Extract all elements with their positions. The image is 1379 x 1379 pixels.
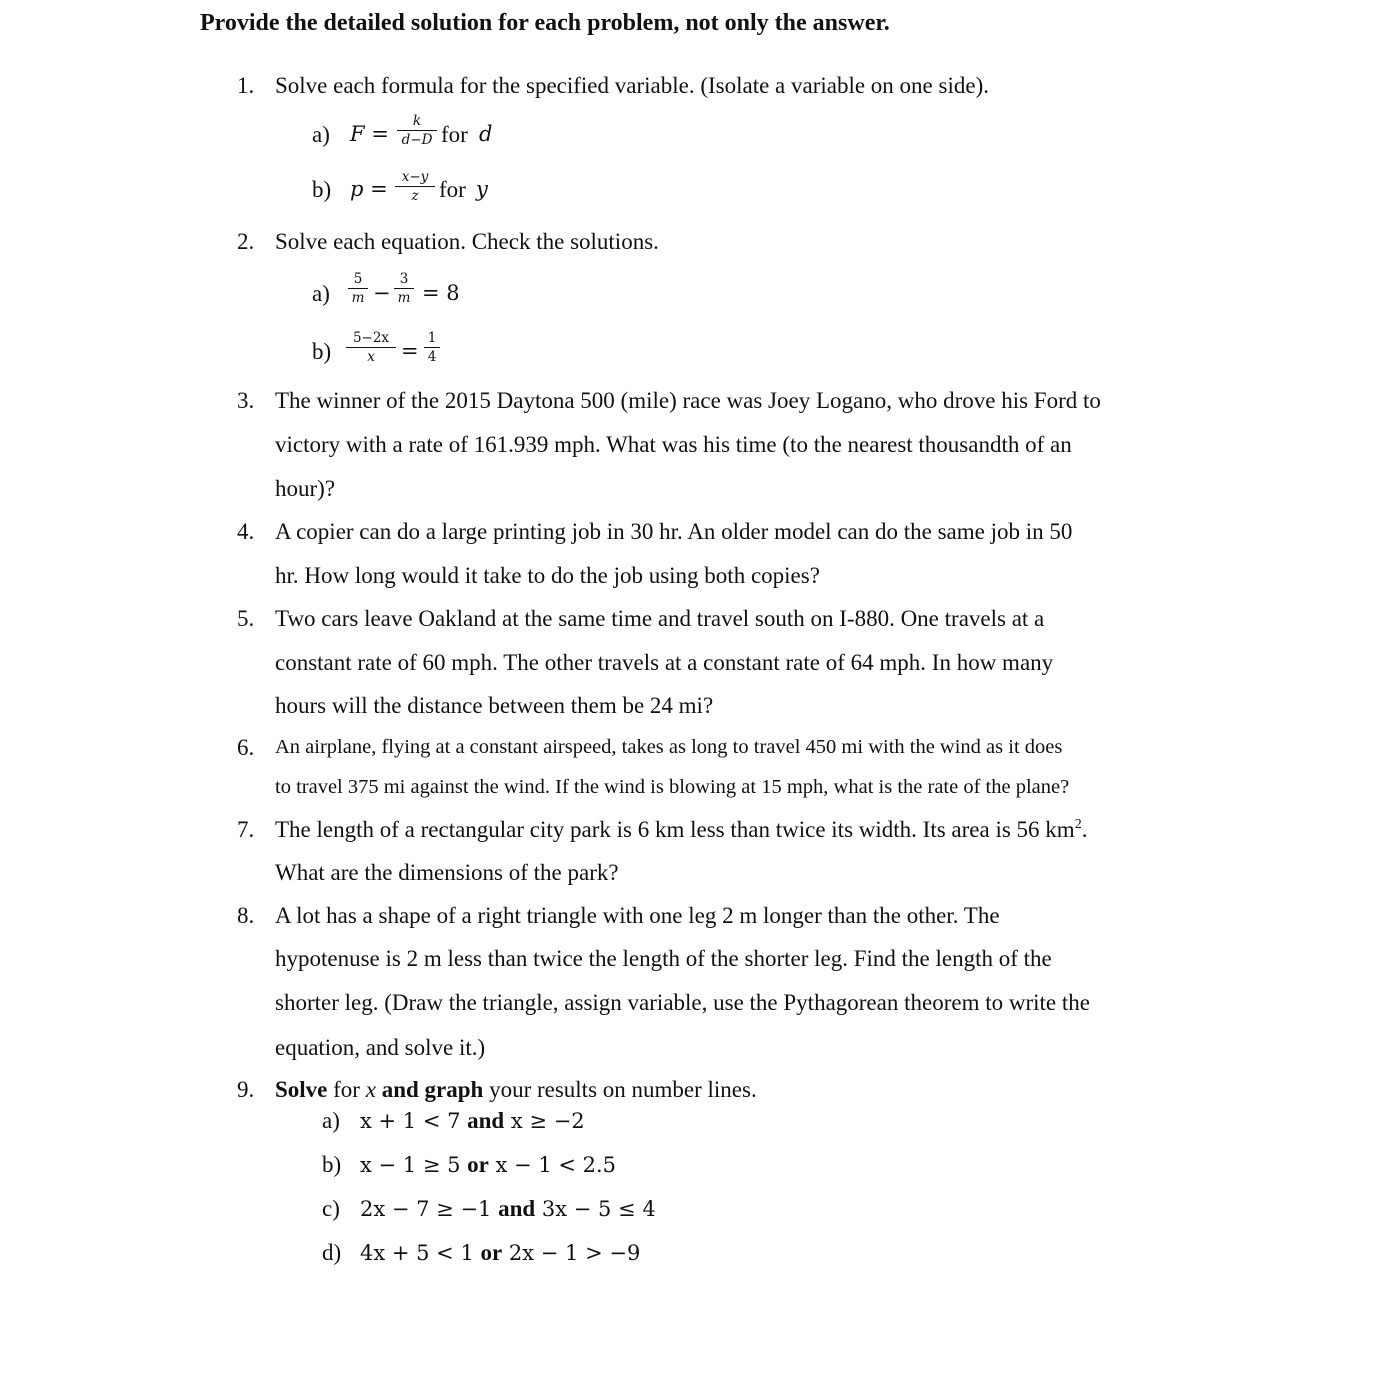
problem-1a-numerator: k (412, 113, 422, 129)
problem-9d-conjunction: or (480, 1240, 503, 1265)
problem-8-line-1: A lot has a shape of a right triangle with one leg 2 m longer than the other. The (275, 903, 1000, 928)
problem-2b-denominator-2: 4 (427, 349, 437, 366)
problem-9a-label: a) (322, 1108, 340, 1133)
problem-9d-inequality (360, 1240, 640, 1266)
problem-7-period: . (1081, 817, 1088, 842)
problem-2b-numerator-1: 5−2x (352, 330, 390, 346)
problem-9-number: 9. (237, 1077, 255, 1102)
problem-2b-equals: = (401, 339, 419, 363)
problem-4-number: 4. (237, 519, 255, 544)
problem-6-number: 6. (237, 735, 255, 760)
problem-9a-conjunction: and (467, 1108, 505, 1133)
problem-2-number: 2. (237, 229, 255, 254)
problem-2a-denominator-2: m (397, 290, 411, 307)
problem-3-number: 3. (237, 388, 255, 413)
problem-9-instruction (275, 1077, 757, 1103)
problem-8-line-2: hypotenuse is 2 m less than twice the length of the shorter leg. Find the length of the (275, 946, 1052, 971)
problem-7-line-2: What are the dimensions of the park? (275, 860, 619, 885)
problem-1-text: Solve each formula for the specified variable. (Isolate a variable on one side). (275, 73, 989, 98)
problem-1a-denominator: d−D (401, 132, 433, 149)
problem-2b-numerator-2: 1 (427, 330, 437, 346)
problem-1b-lhs: p = (350, 177, 388, 201)
problem-9c-inequality (360, 1196, 656, 1222)
problem-1a-label: a) (312, 122, 330, 147)
problem-8-line-3: shorter leg. (Draw the triangle, assign variable, use the Pythagorean theorem to write the (275, 990, 1090, 1015)
problem-1b-label: b) (312, 177, 332, 202)
problem-1a-fraction (397, 114, 437, 148)
problem-8-line-4: equation, and solve it.) (275, 1035, 486, 1060)
fraction-bar (397, 130, 437, 131)
problem-7-line-1 (275, 817, 1087, 843)
problem-2a-label: a) (312, 281, 330, 306)
problem-2a-denominator-1: m (351, 290, 365, 307)
problem-9a-part-2: x ≥ −2 (504, 1109, 585, 1133)
problem-9b-conjunction: or (467, 1152, 489, 1177)
problem-2b-fraction-2 (424, 331, 440, 365)
problem-7-superscript: 2 (1074, 817, 1082, 832)
problem-9c-conjunction: and (498, 1196, 536, 1221)
problem-9-solve: Solve (275, 1077, 328, 1102)
problem-9b-part-1: x − 1 ≥ 5 (360, 1153, 468, 1177)
problem-2a-fraction-1 (348, 272, 368, 306)
problem-2a-minus: − (373, 281, 391, 305)
problem-1b-fraction (395, 170, 435, 204)
problem-3-line-3: hour)? (275, 476, 336, 501)
problem-9d-part-1: 4x + 5 < 1 (360, 1241, 481, 1265)
problem-1a-lhs: F = (350, 122, 389, 146)
problem-1b-numerator: x−y (401, 169, 429, 185)
problem-5-number: 5. (237, 606, 255, 631)
problem-6-line-2: to travel 375 mi against the wind. If the wind is blowing at 15 mph, what is the rate of the plane? (275, 776, 1070, 798)
problem-9c-part-1: 2x − 7 ≥ −1 (360, 1197, 499, 1221)
problem-9-and-graph: and graph (375, 1077, 484, 1102)
problem-9c-label: c) (322, 1196, 340, 1221)
page-title: Provide the detailed solution for each problem, not only the answer. (200, 10, 890, 36)
problem-6-line-1: An airplane, flying at a constant airspeed, takes as long to travel 450 mi with the wind as it does (275, 736, 1063, 758)
fraction-bar (395, 186, 435, 187)
problem-7-number: 7. (237, 817, 255, 842)
problem-2b-denominator-1: x (367, 349, 375, 366)
problem-2-text: Solve each equation. Check the solutions. (275, 229, 659, 254)
problem-3-line-2: victory with a rate of 161.939 mph. What was his time (to the nearest thousandth of an (275, 432, 1072, 457)
problem-1a-for: for (441, 122, 468, 147)
problem-1b-denominator: z (411, 188, 419, 205)
problem-8-number: 8. (237, 903, 255, 928)
problem-2a-rhs: = 8 (422, 281, 460, 305)
problem-2b-fraction-1 (346, 331, 396, 365)
fraction-bar (394, 288, 414, 289)
problem-9a-inequality (360, 1108, 585, 1134)
problem-7-line-1-text: The length of a rectangular city park is 6 km less than twice its width. Its area is 56 km (275, 817, 1075, 842)
problem-2a-fraction-2 (394, 272, 414, 306)
fraction-bar (346, 347, 396, 348)
problem-9-rest: your results on number lines. (483, 1077, 757, 1102)
problem-9c-part-2: 3x − 5 ≤ 4 (535, 1197, 656, 1221)
problem-9a-part-1: x + 1 < 7 (360, 1109, 468, 1133)
problem-3-line-1: The winner of the 2015 Daytona 500 (mile) race was Joey Logano, who drove his Ford to (275, 388, 1101, 413)
problem-9b-inequality (360, 1152, 616, 1178)
problem-5-line-1: Two cars leave Oakland at the same time and travel south on I-880. One travels at a (275, 606, 1045, 631)
problem-9d-label: d) (322, 1240, 342, 1265)
problem-5-line-2: constant rate of 60 mph. The other travels at a constant rate of 64 mph. In how many (275, 650, 1054, 675)
problem-2a-numerator-2: 3 (399, 271, 409, 287)
fraction-bar (424, 347, 440, 348)
problem-4-line-1: A copier can do a large printing job in 30 hr. An older model can do the same job in 50 (275, 519, 1073, 544)
problem-1b-variable: y (476, 177, 488, 201)
problem-1b-for: for (439, 177, 466, 202)
problem-5-line-3: hours will the distance between them be 24 mi? (275, 693, 714, 718)
problem-1a-variable: d (479, 122, 493, 146)
problem-9-variable: x (365, 1077, 376, 1102)
problem-9b-part-2: x − 1 < 2.5 (488, 1153, 617, 1177)
problem-2b-label: b) (312, 339, 332, 364)
problem-1-number: 1. (237, 73, 255, 98)
problem-2a-numerator-1: 5 (353, 271, 363, 287)
problem-9-for: for (327, 1077, 366, 1102)
problem-9d-part-2: 2x − 1 > −9 (502, 1241, 641, 1265)
problem-9b-label: b) (322, 1152, 342, 1177)
fraction-bar (348, 288, 368, 289)
problem-4-line-2: hr. How long would it take to do the job using both copies? (275, 563, 820, 588)
